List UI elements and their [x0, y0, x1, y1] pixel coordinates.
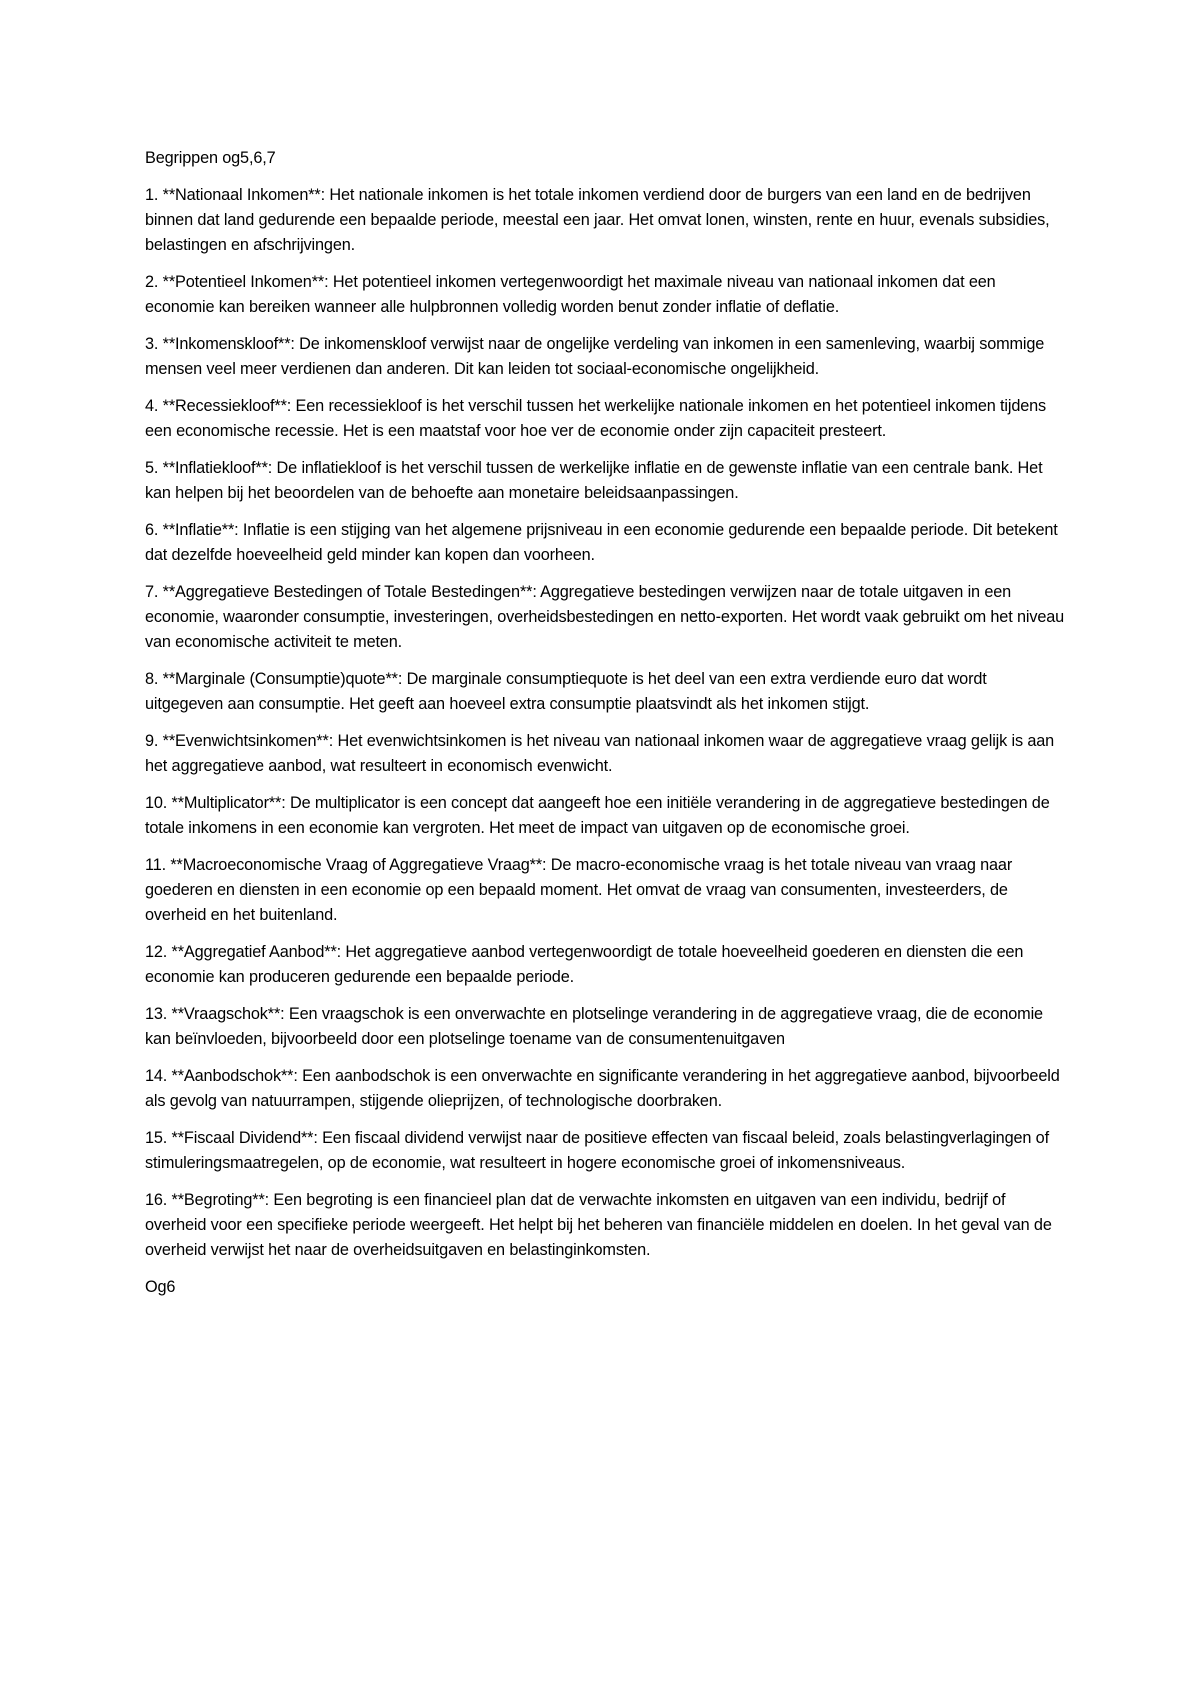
- definition-item-5: 5. **Inflatiekloof**: De inflatiekloof is het verschil tussen de werkelijke inflatie en de gewenste inflatie van een centrale bank. Het kan helpen bij het beoordelen van de behoefte aan monetaire beleidsaanpassingen.: [145, 459, 1043, 502]
- definition-item-13: 13. **Vraagschok**: Een vraagschok is een onverwachte en plotselinge verandering in de aggregatieve vraag, die de economie kan beïnvloeden, bijvoorbeeld door een plotselinge toename van de consumentenuitgaven: [145, 1005, 1043, 1048]
- definition-item-8: 8. **Marginale (Consumptie)quote**: De marginale consumptiequote is het deel van een extra verdiende euro dat wordt uitgegeven aan consumptie. Het geeft aan hoeveel extra consumptie plaatsvindt als het inkomen stijgt.: [145, 670, 987, 713]
- definition-item-9: 9. **Evenwichtsinkomen**: Het evenwichtsinkomen is het niveau van nationaal inkomen waar de aggregatieve vraag gelijk is aan het aggregatieve aanbod, wat resulteert in economisch evenwicht.: [145, 732, 1055, 775]
- definition-item-12: 12. **Aggregatief Aanbod**: Het aggregatieve aanbod vertegenwoordigt de totale hoeveelheid goederen en diensten die een economie kan produceren gedurende een bepaalde periode.: [145, 943, 1024, 986]
- definition-item-16: 16. **Begroting**: Een begroting is een financieel plan dat de verwachte inkomsten en uitgaven van een individu, bedrijf of overheid voor een specifieke periode weergeeft. Het helpt bij het beheren van financiële middelen en doelen. In het geval van de overheid verwijst het naar de overheidsuitgaven en belastinginkomsten.: [145, 1191, 1052, 1259]
- definition-item-3: 3. **Inkomenskloof**: De inkomenskloof verwijst naar de ongelijke verdeling van inkomen in een samenleving, waarbij sommige mensen veel meer verdienen dan anderen. Dit kan leiden tot sociaal-economische ongelijkheid.: [145, 335, 1045, 378]
- definition-item-2: 2. **Potentieel Inkomen**: Het potentieel inkomen vertegenwoordigt het maximale niveau van nationaal inkomen dat een economie kan bereiken wanneer alle hulpbronnen volledig worden benut zonder inflatie of deflatie.: [145, 273, 996, 316]
- document-title: Begrippen og5,6,7: [145, 149, 276, 167]
- definition-item-10: 10. **Multiplicator**: De multiplicator is een concept dat aangeeft hoe een initiële verandering in de aggregatieve bestedingen de totale inkomens in een economie kan vergroten. Het meet de impact van uitgaven op de economische groei.: [145, 794, 1050, 837]
- definition-item-6: 6. **Inflatie**: Inflatie is een stijging van het algemene prijsniveau in een economie gedurende een bepaalde periode. Dit betekent dat dezelfde hoeveelheid geld minder kan kopen dan voorheen.: [145, 521, 1058, 564]
- section-heading-og6: Og6: [145, 1278, 176, 1296]
- definition-item-15: 15. **Fiscaal Dividend**: Een fiscaal dividend verwijst naar de positieve effecten van fiscaal beleid, zoals belastingverlagingen of stimuleringsmaatregelen, op de economie, wat resulteert in hogere economische groei of inkomensniveaus.: [145, 1129, 1049, 1172]
- definition-item-1: 1. **Nationaal Inkomen**: Het nationale inkomen is het totale inkomen verdiend door de burgers van een land en de bedrijven binnen dat land gedurende een bepaalde periode, meestal een jaar. Het omvat lonen, winsten, rente en huur, evenals subsidies, belastingen en afschrijvingen.: [145, 186, 1050, 254]
- document-body: [145, 146, 1065, 1300]
- definition-item-4: 4. **Recessiekloof**: Een recessiekloof is het verschil tussen het werkelijke nationale inkomen en het potentieel inkomen tijdens een economische recessie. Het is een maatstaf voor hoe ver de economie onder zijn capaciteit presteert.: [145, 397, 1047, 440]
- definition-item-11: 11. **Macroeconomische Vraag of Aggregatieve Vraag**: De macro-economische vraag is het totale niveau van vraag naar goederen en diensten in een economie op een bepaald moment. Het omvat de vraag van consumenten, investeerders, de overheid en het buitenland.: [145, 856, 1013, 924]
- definition-item-14: 14. **Aanbodschok**: Een aanbodschok is een onverwachte en significante verandering in het aggregatieve aanbod, bijvoorbeeld als gevolg van natuurrampen, stijgende olieprijzen, of technologische doorbraken.: [145, 1067, 1060, 1110]
- definition-item-7: 7. **Aggregatieve Bestedingen of Totale Bestedingen**: Aggregatieve bestedingen verwijzen naar de totale uitgaven in een economie, waaronder consumptie, investeringen, overheidsbestedingen en netto-exporten. Het wordt vaak gebruikt om het niveau van economische activiteit te meten.: [145, 583, 1065, 651]
